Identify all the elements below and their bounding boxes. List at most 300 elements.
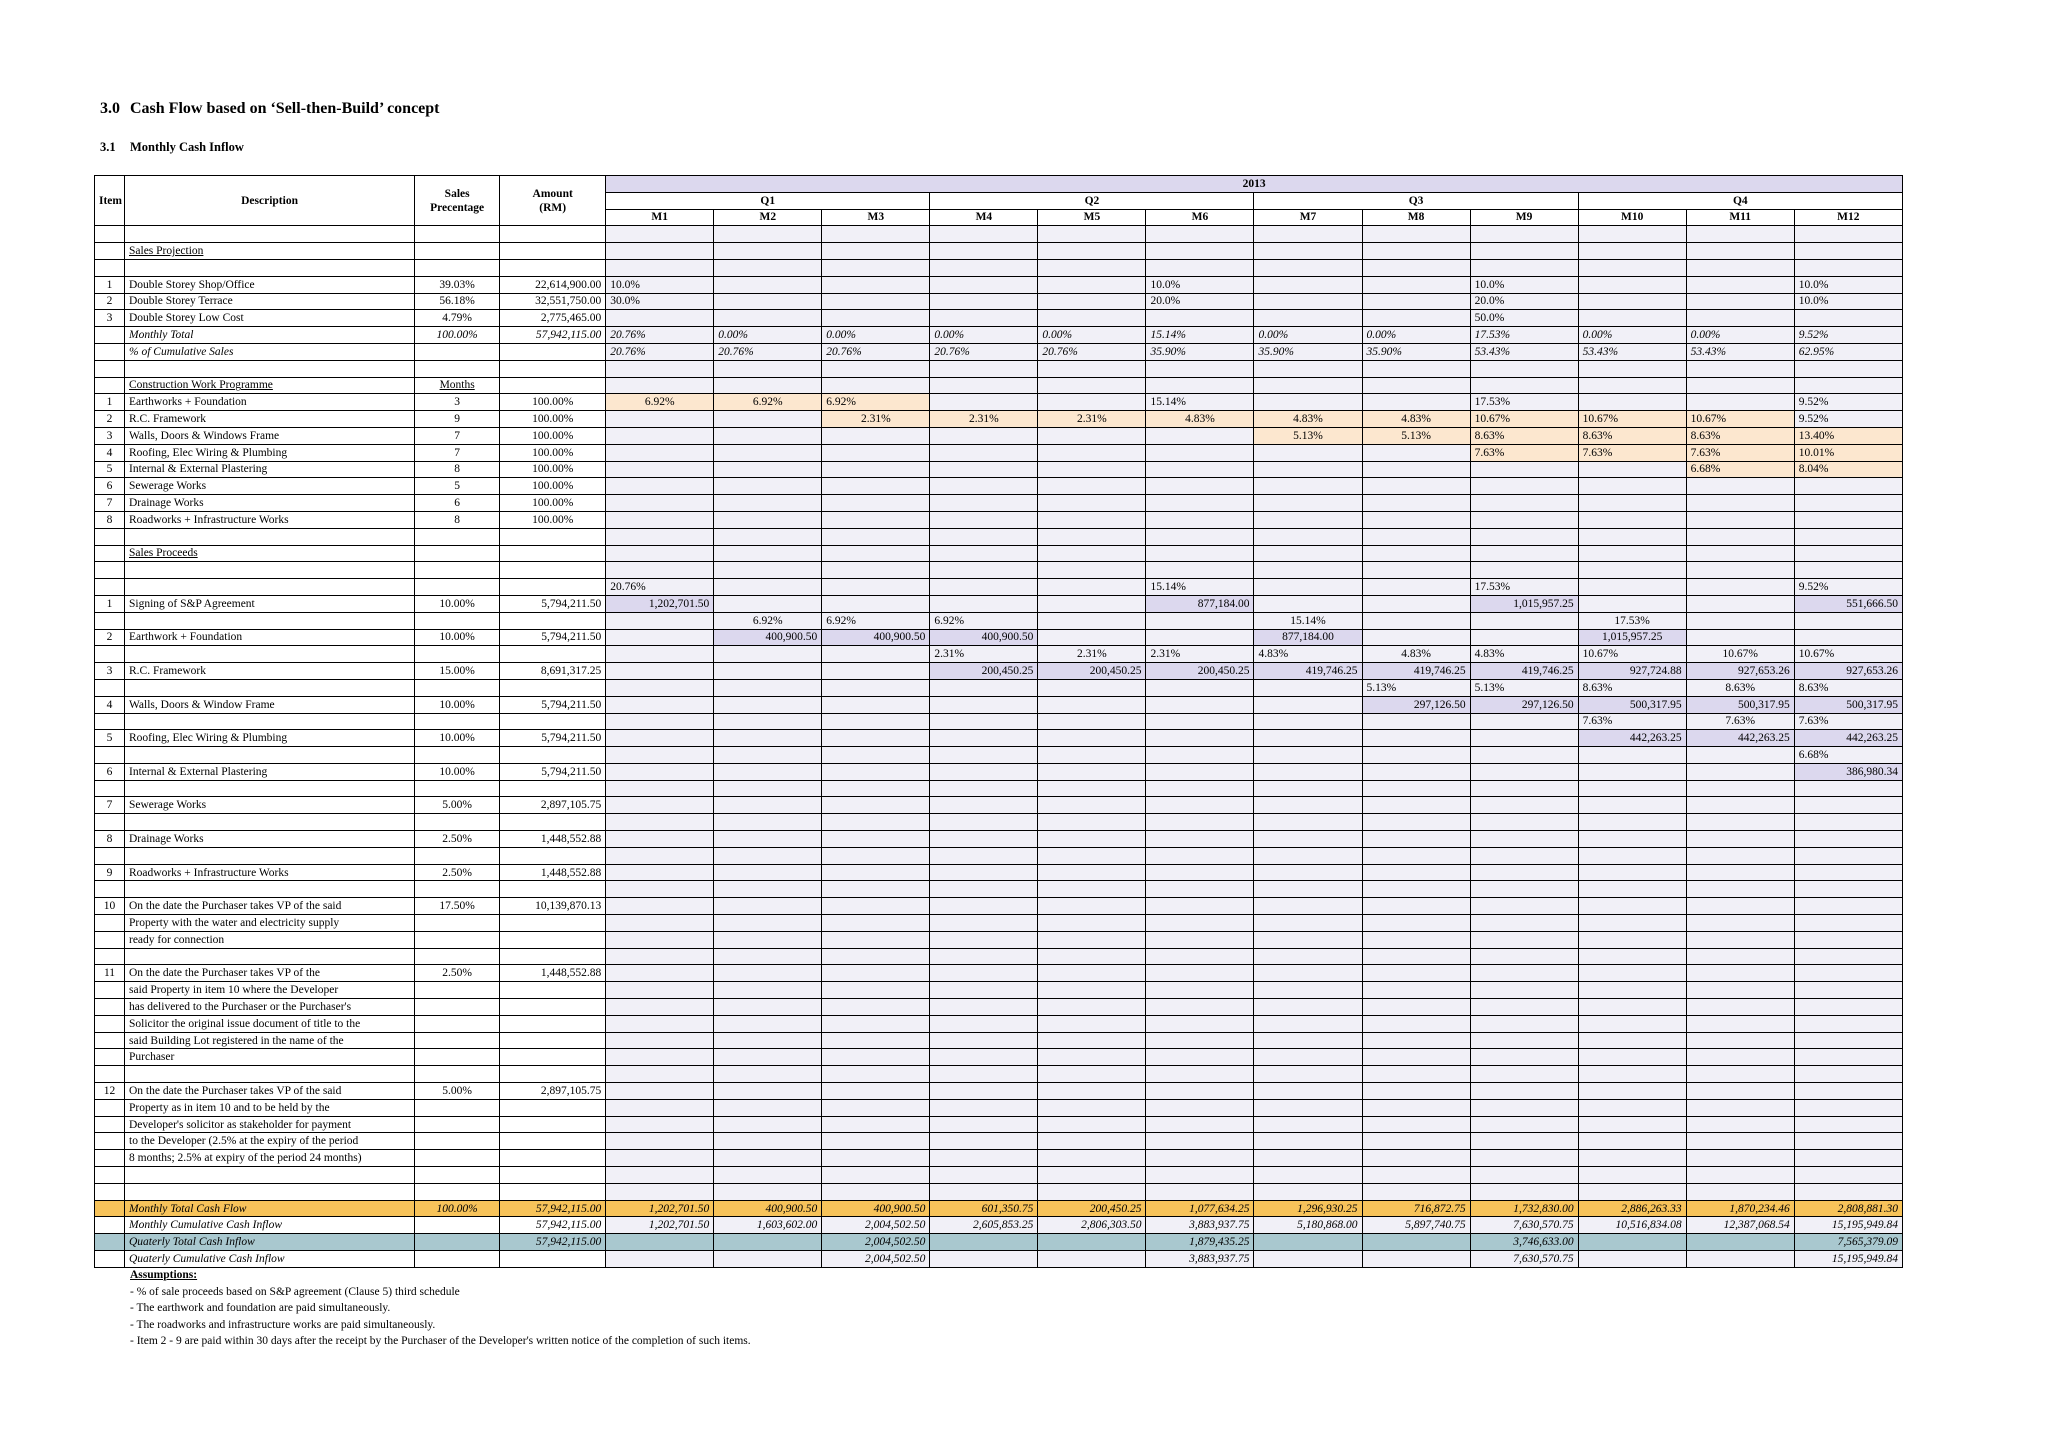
month-cell (1038, 511, 1146, 528)
month-cell (1578, 931, 1686, 948)
item-number (95, 327, 125, 344)
month-cell (1470, 528, 1578, 545)
header-month: M8 (1362, 209, 1470, 226)
month-cell (1146, 360, 1254, 377)
amount: 5,794,211.50 (500, 763, 606, 780)
month-cell (1578, 1015, 1686, 1032)
month-cell: 10.0% (1794, 293, 1902, 310)
item-number: 12 (95, 1083, 125, 1100)
month-cell (1254, 780, 1362, 797)
description: Double Storey Shop/Office (125, 276, 415, 293)
month-cell: 7.63% (1578, 713, 1686, 730)
month-cell (1146, 377, 1254, 394)
item-number: 4 (95, 696, 125, 713)
month-cell (1362, 545, 1470, 562)
table-row (95, 864, 1903, 881)
month-cell: 6.92% (930, 612, 1038, 629)
amount: 2,775,465.00 (500, 310, 606, 327)
month-cell (930, 495, 1038, 512)
month-cell: 4.83% (1362, 646, 1470, 663)
item-number (95, 1251, 125, 1268)
month-cell (1470, 461, 1578, 478)
month-cell (1794, 864, 1902, 881)
month-cell: 7.63% (1686, 444, 1794, 461)
amount (500, 1167, 606, 1184)
description: to the Developer (2.5% at the expiry of the period (125, 1133, 415, 1150)
month-cell (606, 780, 714, 797)
month-cell (1146, 1083, 1254, 1100)
month-cell (1578, 999, 1686, 1016)
description (125, 881, 415, 898)
month-cell (1146, 629, 1254, 646)
month-cell (1470, 545, 1578, 562)
month-cell (714, 259, 822, 276)
month-cell (1146, 1049, 1254, 1066)
month-cell (930, 965, 1038, 982)
month-cell: 8.63% (1470, 427, 1578, 444)
month-cell (1470, 1032, 1578, 1049)
sales-percentage: 8 (415, 511, 500, 528)
header-month: M5 (1038, 209, 1146, 226)
month-cell: 20.0% (1146, 293, 1254, 310)
month-cell (930, 444, 1038, 461)
month-cell (1146, 243, 1254, 260)
item-number (95, 360, 125, 377)
month-cell (1038, 999, 1146, 1016)
month-cell: 0.00% (1362, 327, 1470, 344)
sales-percentage: Months (415, 377, 500, 394)
month-cell: 17.53% (1470, 579, 1578, 596)
month-cell (1038, 1066, 1146, 1083)
description: Property with the water and electricity supply (125, 915, 415, 932)
description: Walls, Doors & Window Frame (125, 696, 415, 713)
table-row (95, 243, 1903, 260)
month-cell: 297,126.50 (1470, 696, 1578, 713)
month-cell (1038, 1251, 1146, 1268)
month-cell (714, 411, 822, 428)
month-cell (1362, 965, 1470, 982)
month-cell: 1,015,957.25 (1578, 629, 1686, 646)
month-cell (1254, 847, 1362, 864)
table-row (95, 948, 1903, 965)
month-cell (714, 999, 822, 1016)
month-cell (1038, 797, 1146, 814)
month-cell (1146, 444, 1254, 461)
month-cell (1254, 1150, 1362, 1167)
month-cell (1578, 595, 1686, 612)
item-number (95, 562, 125, 579)
month-cell: 5.13% (1362, 679, 1470, 696)
month-cell (930, 595, 1038, 612)
month-cell (1686, 1150, 1794, 1167)
month-cell (1254, 679, 1362, 696)
month-cell: 15.14% (1254, 612, 1362, 629)
item-number (95, 747, 125, 764)
description: said Building Lot registered in the name of the (125, 1032, 415, 1049)
month-cell (606, 612, 714, 629)
month-cell (1038, 629, 1146, 646)
month-cell (1254, 562, 1362, 579)
month-cell (1578, 310, 1686, 327)
month-cell (1038, 360, 1146, 377)
month-cell (1794, 629, 1902, 646)
month-cell (1254, 360, 1362, 377)
month-cell (606, 1116, 714, 1133)
sales-percentage (415, 747, 500, 764)
month-cell (930, 545, 1038, 562)
month-cell (1362, 814, 1470, 831)
amount (500, 243, 606, 260)
table-row (95, 898, 1903, 915)
month-cell: 9.52% (1794, 394, 1902, 411)
item-number: 7 (95, 495, 125, 512)
month-cell (1686, 1234, 1794, 1251)
item-number: 7 (95, 797, 125, 814)
month-cell (1794, 612, 1902, 629)
month-cell: 4.83% (1146, 411, 1254, 428)
month-cell (606, 747, 714, 764)
table-row (95, 1133, 1903, 1150)
description: On the date the Purchaser takes VP of the said (125, 898, 415, 915)
month-cell (1794, 528, 1902, 545)
month-cell (1794, 982, 1902, 999)
month-cell (1254, 276, 1362, 293)
month-cell: 0.00% (1578, 327, 1686, 344)
month-cell (1038, 965, 1146, 982)
sales-percentage: 7 (415, 444, 500, 461)
item-number (95, 528, 125, 545)
month-cell (1254, 999, 1362, 1016)
month-cell (1146, 1167, 1254, 1184)
month-cell: 5,897,740.75 (1362, 1217, 1470, 1234)
month-cell (1794, 1083, 1902, 1100)
month-cell (1686, 747, 1794, 764)
month-cell: 17.53% (1470, 394, 1578, 411)
description (125, 948, 415, 965)
header-year: 2013 (606, 176, 1903, 193)
month-cell (822, 847, 930, 864)
month-cell (606, 259, 714, 276)
month-cell (1146, 461, 1254, 478)
assumption-item: - % of sale proceeds based on S&P agreement (Clause 5) third schedule (130, 1285, 460, 1298)
month-cell (1146, 562, 1254, 579)
month-cell (1794, 780, 1902, 797)
month-cell (1470, 243, 1578, 260)
month-cell (1686, 814, 1794, 831)
item-number (95, 1049, 125, 1066)
month-cell (1038, 982, 1146, 999)
header-month: M11 (1686, 209, 1794, 226)
month-cell (1578, 545, 1686, 562)
month-cell: 2.31% (822, 411, 930, 428)
amount (500, 814, 606, 831)
month-cell (1362, 595, 1470, 612)
month-cell: 35.90% (1146, 343, 1254, 360)
month-cell (1686, 495, 1794, 512)
month-cell: 6.92% (822, 394, 930, 411)
month-cell (606, 1066, 714, 1083)
item-number: 3 (95, 310, 125, 327)
amount (500, 948, 606, 965)
month-cell (714, 1015, 822, 1032)
month-cell (1146, 881, 1254, 898)
month-cell (1686, 293, 1794, 310)
month-cell (714, 595, 822, 612)
month-cell: 8.04% (1794, 461, 1902, 478)
table-body (95, 226, 1903, 1267)
month-cell (822, 495, 930, 512)
month-cell: 6.92% (714, 612, 822, 629)
month-cell (1362, 612, 1470, 629)
subsection-title: Monthly Cash Inflow (130, 140, 244, 154)
month-cell: 10.67% (1686, 411, 1794, 428)
sales-percentage (415, 579, 500, 596)
month-cell (714, 646, 822, 663)
month-cell: 12,387,068.54 (1686, 1217, 1794, 1234)
month-cell: 400,900.50 (822, 1200, 930, 1217)
month-cell (1578, 1049, 1686, 1066)
month-cell: 7,565,379.09 (1794, 1234, 1902, 1251)
month-cell (606, 999, 714, 1016)
month-cell (606, 646, 714, 663)
month-cell: 8.63% (1794, 679, 1902, 696)
month-cell (1146, 713, 1254, 730)
description: Monthly Total Cash Flow (125, 1200, 415, 1217)
description: R.C. Framework (125, 411, 415, 428)
month-cell (1578, 478, 1686, 495)
item-number (95, 343, 125, 360)
month-cell (1578, 226, 1686, 243)
month-cell (1794, 310, 1902, 327)
sales-percentage (415, 1150, 500, 1167)
header-amount-line1: Amount (532, 187, 573, 200)
month-cell (1038, 1032, 1146, 1049)
month-cell (714, 293, 822, 310)
amount (500, 1251, 606, 1268)
item-number (95, 377, 125, 394)
month-cell (930, 696, 1038, 713)
description: Roofing, Elec Wiring & Plumbing (125, 444, 415, 461)
description: On the date the Purchaser takes VP of the (125, 965, 415, 982)
month-cell (1146, 864, 1254, 881)
month-cell (822, 1183, 930, 1200)
month-cell (1038, 293, 1146, 310)
table-row (95, 343, 1903, 360)
table-row (95, 1217, 1903, 1234)
sales-percentage: 5.00% (415, 797, 500, 814)
amount (500, 259, 606, 276)
month-cell: 15,195,949.84 (1794, 1251, 1902, 1268)
sales-percentage: 5.00% (415, 1083, 500, 1100)
month-cell (822, 461, 930, 478)
month-cell (1686, 528, 1794, 545)
month-cell: 442,263.25 (1794, 730, 1902, 747)
month-cell (1146, 730, 1254, 747)
sales-percentage (415, 562, 500, 579)
month-cell (822, 1099, 930, 1116)
month-cell (1254, 797, 1362, 814)
sales-percentage: 5 (415, 478, 500, 495)
month-cell (1254, 713, 1362, 730)
month-cell (1362, 1183, 1470, 1200)
month-cell (1686, 1032, 1794, 1049)
table-row (95, 360, 1903, 377)
month-cell (1254, 1099, 1362, 1116)
table-row (95, 1049, 1903, 1066)
table-row (95, 461, 1903, 478)
month-cell: 53.43% (1578, 343, 1686, 360)
month-cell (1794, 931, 1902, 948)
month-cell (930, 562, 1038, 579)
sales-percentage: 2.50% (415, 831, 500, 848)
header-month: M2 (714, 209, 822, 226)
month-cell (714, 864, 822, 881)
month-cell (714, 763, 822, 780)
month-cell: 400,900.50 (930, 629, 1038, 646)
month-cell: 4.83% (1362, 411, 1470, 428)
month-cell (822, 579, 930, 596)
sales-percentage (415, 713, 500, 730)
description: Developer's solicitor as stakeholder for payment (125, 1116, 415, 1133)
month-cell (1578, 881, 1686, 898)
month-cell (1794, 831, 1902, 848)
amount (500, 1015, 606, 1032)
item-number (95, 1200, 125, 1217)
month-cell (1362, 730, 1470, 747)
month-cell (606, 1234, 714, 1251)
month-cell (1686, 310, 1794, 327)
month-cell (822, 259, 930, 276)
month-cell: 1,296,930.25 (1254, 1200, 1362, 1217)
month-cell (1794, 360, 1902, 377)
table-row (95, 1200, 1903, 1217)
description: has delivered to the Purchaser or the Purchaser's (125, 999, 415, 1016)
month-cell: 1,202,701.50 (606, 595, 714, 612)
month-cell (1794, 847, 1902, 864)
month-cell (1686, 394, 1794, 411)
amount (500, 982, 606, 999)
item-number (95, 948, 125, 965)
month-cell (1146, 1032, 1254, 1049)
month-cell (822, 427, 930, 444)
month-cell: 2.31% (1038, 411, 1146, 428)
month-cell (1038, 394, 1146, 411)
month-cell: 1,015,957.25 (1470, 595, 1578, 612)
item-number: 8 (95, 511, 125, 528)
table-row (95, 1251, 1903, 1268)
month-cell (1470, 948, 1578, 965)
sales-percentage (415, 1217, 500, 1234)
amount (500, 747, 606, 764)
sales-percentage (415, 679, 500, 696)
amount (500, 545, 606, 562)
amount: 8,691,317.25 (500, 663, 606, 680)
sales-percentage (415, 343, 500, 360)
month-cell (1038, 864, 1146, 881)
description: R.C. Framework (125, 663, 415, 680)
month-cell (1038, 679, 1146, 696)
sales-percentage (415, 1099, 500, 1116)
month-cell (1470, 360, 1578, 377)
description: Property as in item 10 and to be held by the (125, 1099, 415, 1116)
month-cell (1470, 747, 1578, 764)
month-cell (1362, 1133, 1470, 1150)
month-cell (1254, 310, 1362, 327)
month-cell (1146, 612, 1254, 629)
sales-percentage: 9 (415, 411, 500, 428)
header-amount-line2: (RM) (539, 201, 567, 214)
month-cell: 200,450.25 (1146, 663, 1254, 680)
month-cell (930, 1015, 1038, 1032)
month-cell (930, 1234, 1038, 1251)
amount (500, 999, 606, 1016)
month-cell (1686, 612, 1794, 629)
month-cell (930, 763, 1038, 780)
month-cell (1254, 461, 1362, 478)
description (125, 1183, 415, 1200)
month-cell (822, 511, 930, 528)
month-cell (930, 478, 1038, 495)
month-cell (1254, 864, 1362, 881)
item-number (95, 814, 125, 831)
month-cell (1146, 1150, 1254, 1167)
header-sales-percentage-line2: Precentage (430, 201, 485, 214)
month-cell (1362, 1015, 1470, 1032)
amount: 100.00% (500, 511, 606, 528)
month-cell (1578, 814, 1686, 831)
month-cell (930, 797, 1038, 814)
month-cell: 601,350.75 (930, 1200, 1038, 1217)
table-row (95, 915, 1903, 932)
month-cell (1794, 259, 1902, 276)
month-cell (1038, 1083, 1146, 1100)
table-row (95, 1116, 1903, 1133)
sales-percentage (415, 982, 500, 999)
sales-percentage: 3 (415, 394, 500, 411)
header-month: M3 (822, 209, 930, 226)
month-cell (1038, 528, 1146, 545)
month-cell (930, 898, 1038, 915)
item-number: 2 (95, 293, 125, 310)
amount (500, 562, 606, 579)
month-cell (1362, 1150, 1470, 1167)
month-cell: 5,180,868.00 (1254, 1217, 1362, 1234)
month-cell (1146, 427, 1254, 444)
month-cell: 20.76% (822, 343, 930, 360)
month-cell (606, 511, 714, 528)
description: ready for connection (125, 931, 415, 948)
month-cell (1578, 847, 1686, 864)
sales-percentage (415, 1116, 500, 1133)
month-cell (1038, 831, 1146, 848)
month-cell (1146, 545, 1254, 562)
month-cell (1254, 1116, 1362, 1133)
month-cell: 4.83% (1254, 646, 1362, 663)
month-cell (1470, 226, 1578, 243)
month-cell: 442,263.25 (1686, 730, 1794, 747)
month-cell (606, 948, 714, 965)
month-cell (822, 1167, 930, 1184)
month-cell (822, 1066, 930, 1083)
month-cell: 15.14% (1146, 579, 1254, 596)
description: Solicitor the original issue document of title to the (125, 1015, 415, 1032)
month-cell (822, 931, 930, 948)
month-cell: 7.63% (1686, 713, 1794, 730)
table-row (95, 411, 1903, 428)
month-cell (1686, 831, 1794, 848)
sales-percentage: 2.50% (415, 864, 500, 881)
item-number: 6 (95, 478, 125, 495)
